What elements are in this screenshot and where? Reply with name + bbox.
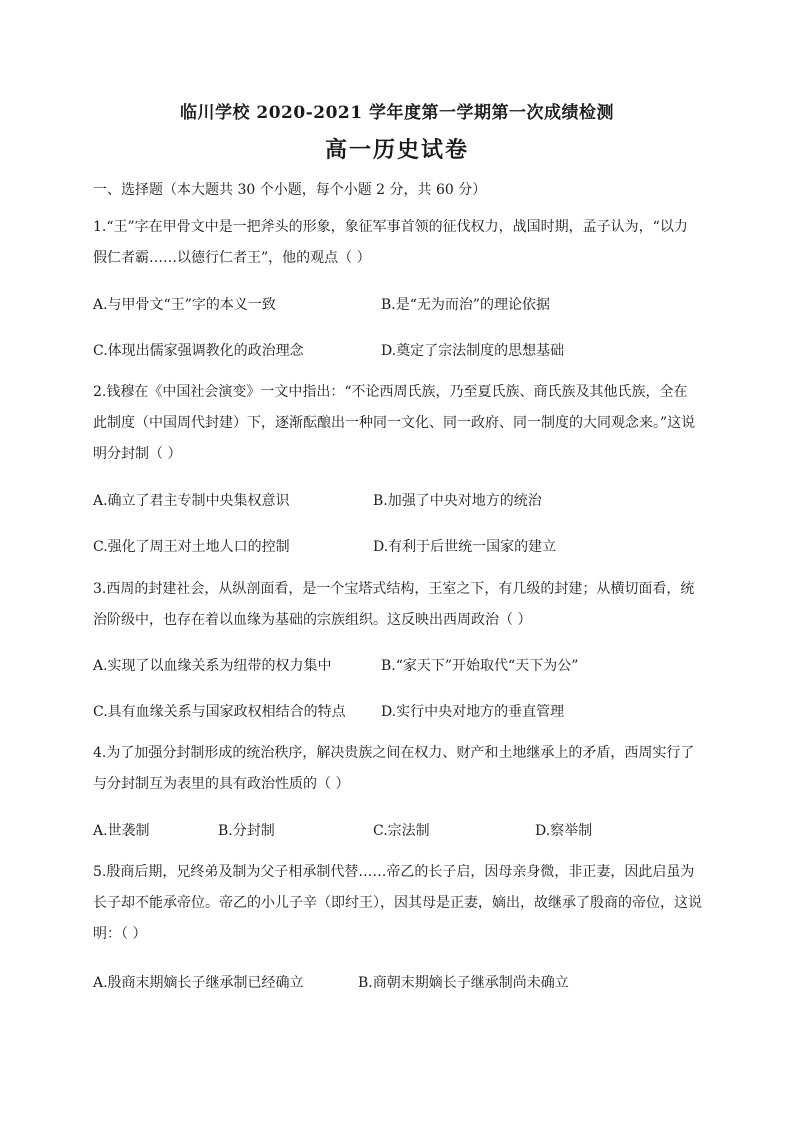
question-line: 明分封制（ ） [93,446,182,462]
question-2-option-b: B.加强了中央对地方的统治 [373,493,542,509]
question-3-option-a: A.实现了以血缘关系为纽带的权力集中 [93,658,332,674]
question-1-option-a: A.与甲骨文“王”字的本义一致 [93,297,276,313]
question-4-option-b: B.分封制 [218,823,275,839]
question-4 [93,738,705,800]
question-line: 4.为了加强分封制形成的统治秩序，解决贵族之间在权力、财产和土地继承上的矛盾，西周实行了 [93,745,695,761]
question-1-option-c: C.体现出儒家强调教化的政治理念 [93,343,304,359]
question-line: 1.“王”字在甲骨文中是一把斧头的形象，象征军事首领的征伐权力，战国时期，孟子认为，“以力 [93,219,688,235]
exam-title: 高一历史试卷 [324,137,469,163]
question-4-option-d: D.察举制 [535,823,593,839]
question-line: 2.钱穆在《中国社会演变》一文中指出：“不论西周氏族，乃至夏氏族、商氏族及其他氏族，全在 [93,384,688,400]
question-3-option-b: B.“家天下”开始取代“天下为公” [381,658,579,674]
question-2 [93,377,705,470]
question-line: 明：（ ） [93,926,147,942]
question-line: 此制度（中国周代封建）下，逐渐酝酿出一种同一文化、同一政府、同一制度的大同观念来。”这说 [93,415,696,431]
question-2-option-c: C.强化了周王对土地人口的控制 [93,539,290,555]
question-5-option-a: A.殷商末期嫡长子继承制已经确立 [93,975,304,991]
question-3-option-c: C.具有血缘关系与国家政权相结合的特点 [93,704,346,720]
question-1-option-b: B.是“无为而治”的理论依据 [381,297,551,313]
question-line: 与分封制互为表里的具有政治性质的（ ） [93,776,350,792]
question-5-option-b: B.商朝末期嫡长子继承制尚未确立 [358,975,569,991]
question-3-option-d: D.实行中央对地方的垂直管理 [381,704,565,720]
question-1 [93,212,705,274]
question-line: 5.殷商后期，兄终弟及制为父子相承制代替……帝乙的长子启，因母亲身微，非正妻，因此启虽为 [93,864,695,880]
question-2-option-d: D.有利于后世统一国家的建立 [373,539,557,555]
question-2-option-a: A.确立了君主专制中央集权意识 [93,493,290,509]
question-4-option-c: C.宗法制 [373,823,430,839]
question-line: 假仁者霸……以德行仁者王”，他的观点（ ） [93,250,371,266]
school-title: 临川学校 2020-2021 学年度第一学期第一次成绩检测 [179,103,615,123]
question-3 [93,574,705,636]
question-1-option-d: D.奠定了宗法制度的思想基础 [381,343,565,359]
question-4-option-a: A.世袭制 [93,823,150,839]
section-heading: 一、选择题（本大题共 30 个小题，每个小题 2 分，共 60 分） [93,182,487,198]
question-line: 3.西周的封建社会，从纵剖面看，是一个宝塔式结构，王室之下，有几级的封建；从横切面看，统 [93,581,695,597]
question-line: 治阶级中，也存在着以血缘为基础的宗族组织。这反映出西周政治（ ） [93,612,532,628]
question-line: 长子却不能承帝位。帝乙的小儿子辛（即纣王），因其母是正妻，嫡出，故继承了殷商的帝位，这说 [93,895,702,911]
question-5 [93,857,705,950]
